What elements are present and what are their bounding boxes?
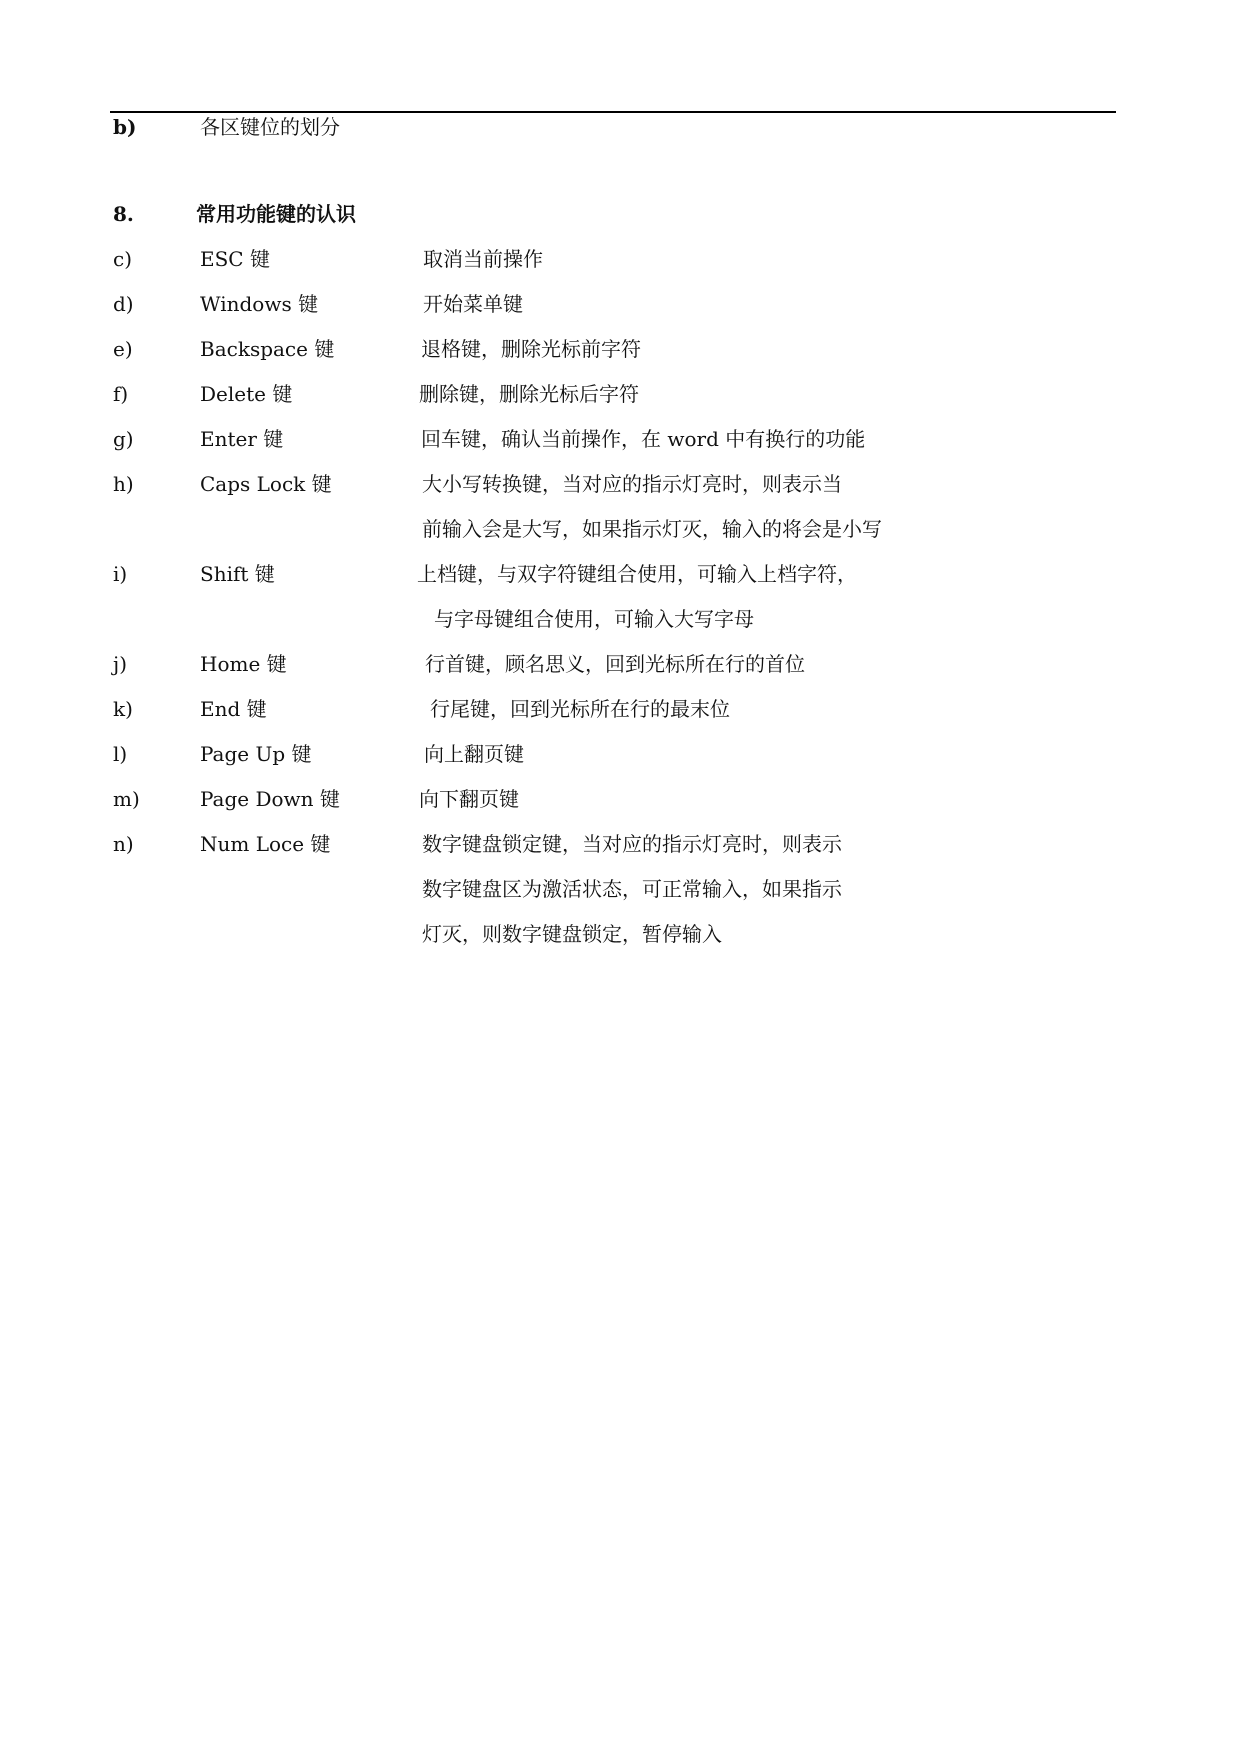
item-marker: k) [113, 697, 133, 721]
item-description-line: 大小写转换键，当对应的指示灯亮时，则表示当 [422, 472, 842, 496]
item-description-line: 取消当前操作 [423, 247, 543, 271]
item-key-name: Shift 键 [200, 562, 275, 586]
item-description-line: 退格键，删除光标前字符 [421, 337, 641, 361]
item-key-name: Home 键 [200, 652, 287, 676]
item-marker: e) [113, 337, 133, 361]
item-key-name: Caps Lock 键 [200, 472, 332, 496]
item-description-line: 行尾键，回到光标所在行的最末位 [430, 697, 730, 721]
item-marker: n) [113, 832, 134, 856]
item-key-name: Enter 键 [200, 427, 284, 451]
section-number: 8. [113, 202, 134, 226]
item-marker: i) [113, 562, 128, 586]
item-description-line: 回车键，确认当前操作，在 word 中有换行的功能 [421, 427, 866, 451]
header-marker: b) [113, 115, 137, 139]
item-description-line: 灯灭，则数字键盘锁定，暂停输入 [422, 922, 722, 946]
item-key-name: Num Loce 键 [200, 832, 331, 856]
item-key-name: ESC 键 [200, 247, 270, 271]
item-marker: c) [113, 247, 133, 271]
item-marker: h) [113, 472, 134, 496]
item-description-line: 前输入会是大写，如果指示灯灭，输入的将会是小写 [422, 517, 882, 541]
item-key-name: Delete 键 [200, 382, 293, 406]
item-marker: d) [113, 292, 134, 316]
item-marker: g) [113, 427, 134, 451]
item-key-name: Page Up 键 [200, 742, 312, 766]
item-marker: j) [113, 652, 128, 676]
item-description-line: 行首键，顾名思义，回到光标所在行的首位 [425, 652, 805, 676]
item-key-name: Page Down 键 [200, 787, 340, 811]
item-key-name: End 键 [200, 697, 267, 721]
item-description-line: 开始菜单键 [423, 292, 523, 316]
item-marker: f) [113, 382, 129, 406]
item-description-line: 数字键盘锁定键，当对应的指示灯亮时，则表示 [422, 832, 842, 856]
item-description-line: 与字母键组合使用，可输入大写字母 [434, 607, 754, 631]
item-marker: m) [113, 787, 140, 811]
header-title: 各区键位的划分 [200, 115, 340, 139]
item-description-line: 向上翻页键 [424, 742, 524, 766]
section-title: 常用功能键的认识 [196, 202, 356, 226]
item-key-name: Windows 键 [200, 292, 319, 316]
item-description-line: 数字键盘区为激活状态，可正常输入，如果指示 [422, 877, 842, 901]
item-description-line: 向下翻页键 [419, 787, 519, 811]
item-marker: l) [113, 742, 128, 766]
item-description-line: 上档键，与双字符键组合使用，可输入上档字符， [417, 562, 857, 586]
header-rule [110, 111, 1116, 113]
item-description-line: 删除键，删除光标后字符 [419, 382, 639, 406]
item-key-name: Backspace 键 [200, 337, 335, 361]
